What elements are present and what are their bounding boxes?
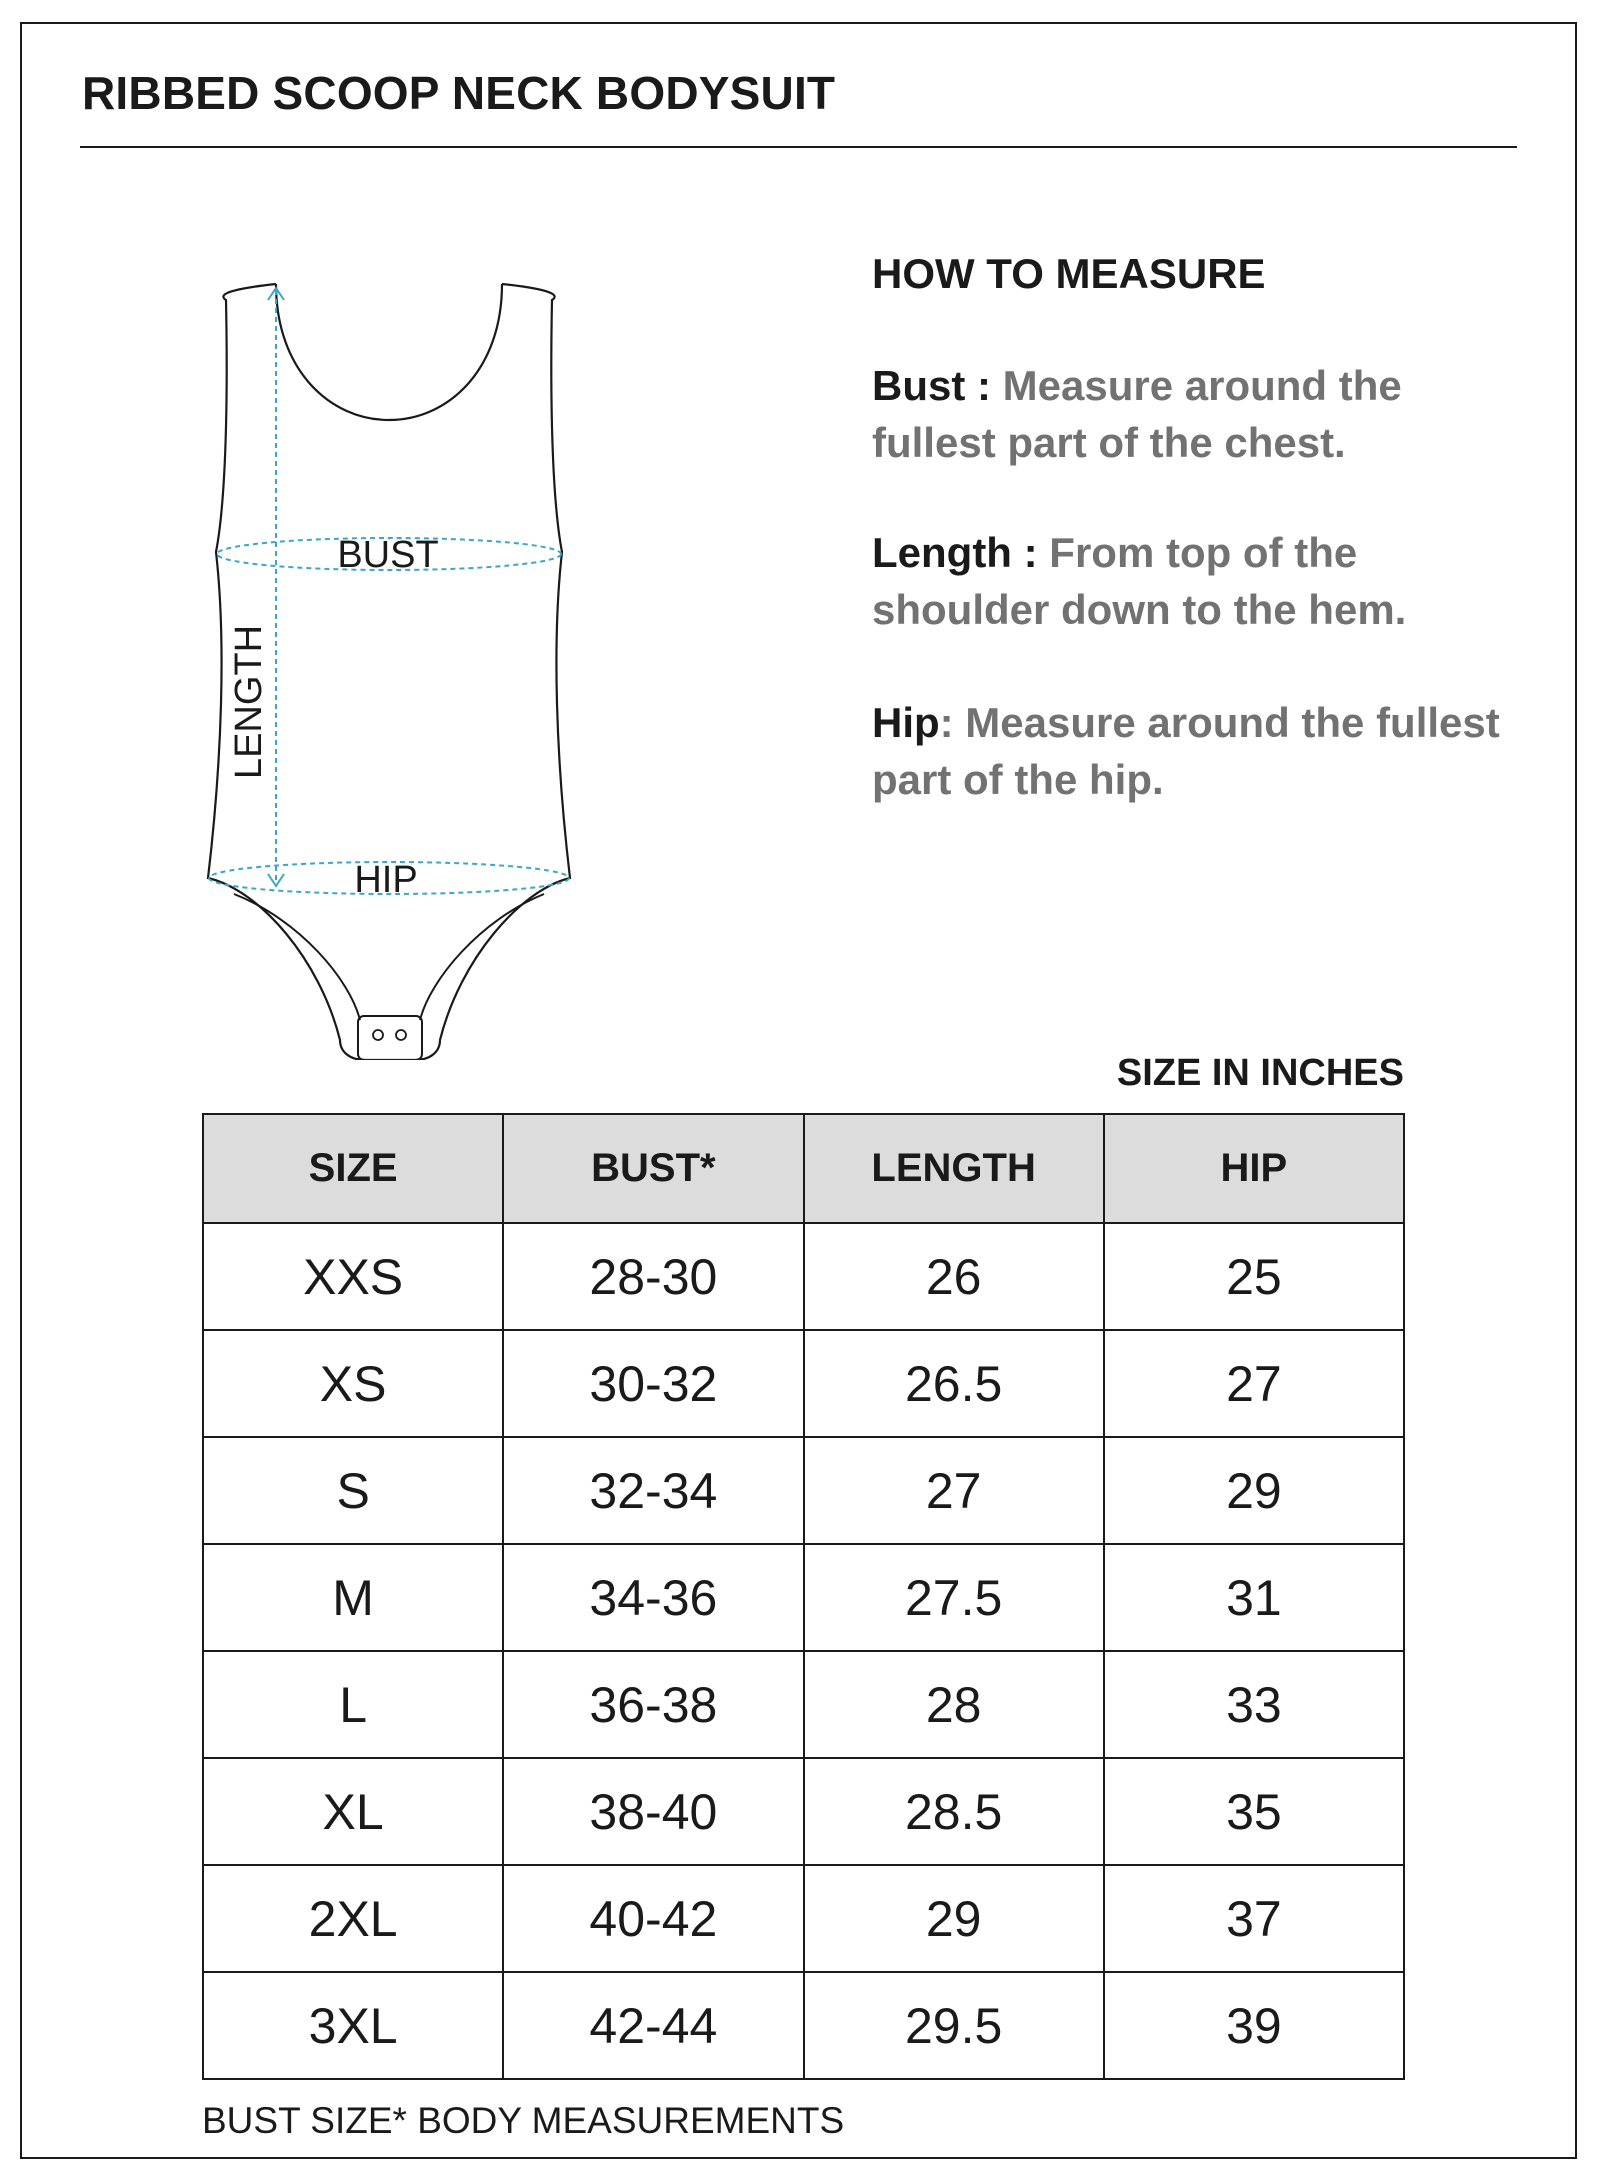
table-row — [203, 1544, 1404, 1651]
bust-label: BUST — [337, 534, 439, 576]
hip-term: Hip — [872, 699, 940, 746]
bust-cell: 42-44 — [503, 1972, 803, 2079]
size-cell: L — [203, 1651, 503, 1758]
hip-cell: 31 — [1104, 1544, 1404, 1651]
hip-cell: 25 — [1104, 1223, 1404, 1330]
length-instruction — [872, 524, 1522, 638]
length-cell: 27.5 — [804, 1544, 1104, 1651]
size-chart-table — [202, 1113, 1405, 2080]
crotch-gusset — [358, 1016, 422, 1060]
leg-opening-right — [420, 894, 544, 1020]
size-cell: S — [203, 1437, 503, 1544]
size-cell: XS — [203, 1330, 503, 1437]
table-row — [203, 1972, 1404, 2079]
table-row — [203, 1437, 1404, 1544]
snap-button-right — [396, 1030, 406, 1040]
length-term: Length : — [872, 529, 1038, 576]
length-cell: 29.5 — [804, 1972, 1104, 2079]
bust-cell: 30-32 — [503, 1330, 803, 1437]
hip-cell: 35 — [1104, 1758, 1404, 1865]
table-row — [203, 1865, 1404, 1972]
length-cell: 29 — [804, 1865, 1104, 1972]
bust-term: Bust : — [872, 362, 991, 409]
bust-cell: 38-40 — [503, 1758, 803, 1865]
length-cell: 28 — [804, 1651, 1104, 1758]
hip-description: : Measure around the fullest part of the hip. — [872, 699, 1500, 803]
length-cell: 28.5 — [804, 1758, 1104, 1865]
size-cell: 3XL — [203, 1972, 503, 2079]
bust-cell: 28-30 — [503, 1223, 803, 1330]
length-cell: 26 — [804, 1223, 1104, 1330]
hip-cell: 39 — [1104, 1972, 1404, 2079]
column-header-size: SIZE — [203, 1114, 503, 1223]
table-row — [203, 1651, 1404, 1758]
bodysuit-illustration — [190, 280, 590, 1060]
bust-cell: 32-34 — [503, 1437, 803, 1544]
table-row — [203, 1223, 1404, 1330]
column-header-length: LENGTH — [804, 1114, 1104, 1223]
bodysuit-diagram — [190, 280, 590, 1060]
units-label: SIZE IN INCHES — [1116, 1052, 1404, 1094]
bust-description: Measure around the fullest part of the chest. — [872, 362, 1402, 466]
how-to-measure-heading: HOW TO MEASURE — [872, 250, 1266, 297]
column-header-hip: HIP — [1104, 1114, 1404, 1223]
bust-cell: 34-36 — [503, 1544, 803, 1651]
bust-instruction — [872, 357, 1522, 471]
footnote: BUST SIZE* BODY MEASUREMENTS — [202, 2100, 845, 2141]
table-row — [203, 1758, 1404, 1865]
table-row — [203, 1330, 1404, 1437]
hip-cell: 37 — [1104, 1865, 1404, 1972]
length-description: From top of the shoulder down to the hem. — [872, 529, 1407, 633]
bust-cell: 40-42 — [503, 1865, 803, 1972]
hip-cell: 27 — [1104, 1330, 1404, 1437]
length-cell: 27 — [804, 1437, 1104, 1544]
hip-label: HIP — [354, 859, 418, 901]
bust-cell: 36-38 — [503, 1651, 803, 1758]
hip-cell: 33 — [1104, 1651, 1404, 1758]
snap-button-left — [373, 1030, 383, 1040]
hip-instruction — [872, 694, 1522, 808]
length-cell: 26.5 — [804, 1330, 1104, 1437]
page-title: RIBBED SCOOP NECK BODYSUIT — [82, 67, 836, 119]
leg-opening-left — [234, 894, 360, 1020]
length-label: LENGTH — [228, 624, 270, 780]
size-cell: XXS — [203, 1223, 503, 1330]
size-cell: XL — [203, 1758, 503, 1865]
column-header-bust: BUST* — [503, 1114, 803, 1223]
hip-cell: 29 — [1104, 1437, 1404, 1544]
size-cell: 2XL — [203, 1865, 503, 1972]
table-header-row — [203, 1114, 1404, 1223]
title-divider — [80, 146, 1517, 148]
size-cell: M — [203, 1544, 503, 1651]
